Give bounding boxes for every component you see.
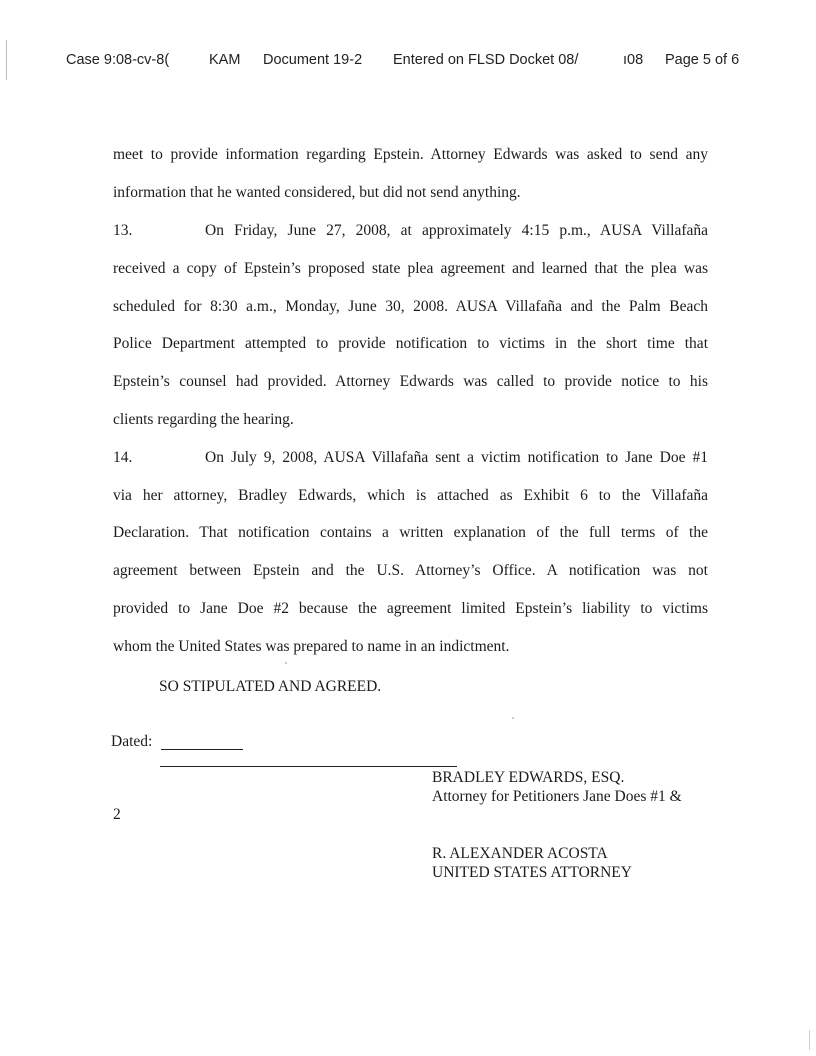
dated-label: Dated: <box>111 733 153 750</box>
body-line: via her attorney, Bradley Edwards, which is attached as Exhibit 6 to the Villafaña <box>113 487 708 504</box>
body-line: On Friday, June 27, 2008, at approximately 4:15 p.m., AUSA Villafaña <box>205 222 708 239</box>
scan-edge-mark <box>809 1030 810 1050</box>
stipulation-statement: SO STIPULATED AND AGREED. <box>159 678 382 695</box>
page-number: 2 <box>113 806 121 823</box>
body-line: On July 9, 2008, AUSA Villafaña sent a victim notification to Jane Doe #1 <box>205 449 708 466</box>
body-line: information that he wanted considered, but did not send anything. <box>113 184 521 201</box>
paragraph-number: 13. <box>113 222 133 239</box>
page-indicator: Page 5 of 6 <box>665 52 740 68</box>
judge-initials: KAM <box>209 52 241 68</box>
body-line: Epstein’s counsel had provided. Attorney Edwards was called to provide notice to his <box>113 373 708 390</box>
body-line: received a copy of Epstein’s proposed state plea agreement and learned that the plea was <box>113 260 708 277</box>
signatory-name: BRADLEY EDWARDS, ESQ. <box>432 769 625 786</box>
signatory-name: R. ALEXANDER ACOSTA <box>432 845 608 862</box>
body-line: clients regarding the hearing. <box>113 411 294 428</box>
body-line: Declaration. That notification contains a written explanation of the full terms of the <box>113 524 708 541</box>
document-number: Document 19-2 <box>263 52 363 68</box>
date-blank-line <box>161 749 243 750</box>
paragraph-number: 14. <box>113 449 133 466</box>
body-line: whom the United States was prepared to name in an indictment. <box>113 638 510 655</box>
scan-speck <box>285 662 287 664</box>
docket-header <box>0 52 816 72</box>
docket-entry: Entered on FLSD Docket 08/ <box>393 52 579 68</box>
signature-line <box>160 766 457 767</box>
scan-speck <box>512 717 514 719</box>
docket-year: ı08 <box>623 52 644 68</box>
body-line: agreement between Epstein and the U.S. Attorney’s Office. A notification was not <box>113 562 708 579</box>
body-line: Police Department attempted to provide notification to victims in the short time that <box>113 335 708 352</box>
signatory-title: UNITED STATES ATTORNEY <box>432 864 632 881</box>
body-line: meet to provide information regarding Epstein. Attorney Edwards was asked to send any <box>113 146 708 163</box>
signatory-title: Attorney for Petitioners Jane Does #1 & <box>432 788 682 805</box>
body-line: scheduled for 8:30 a.m., Monday, June 30, 2008. AUSA Villafaña and the Palm Beach <box>113 298 708 315</box>
case-number: Case 9:08-cv-8( <box>66 52 170 68</box>
body-line: provided to Jane Doe #2 because the agreement limited Epstein’s liability to victims <box>113 600 708 617</box>
